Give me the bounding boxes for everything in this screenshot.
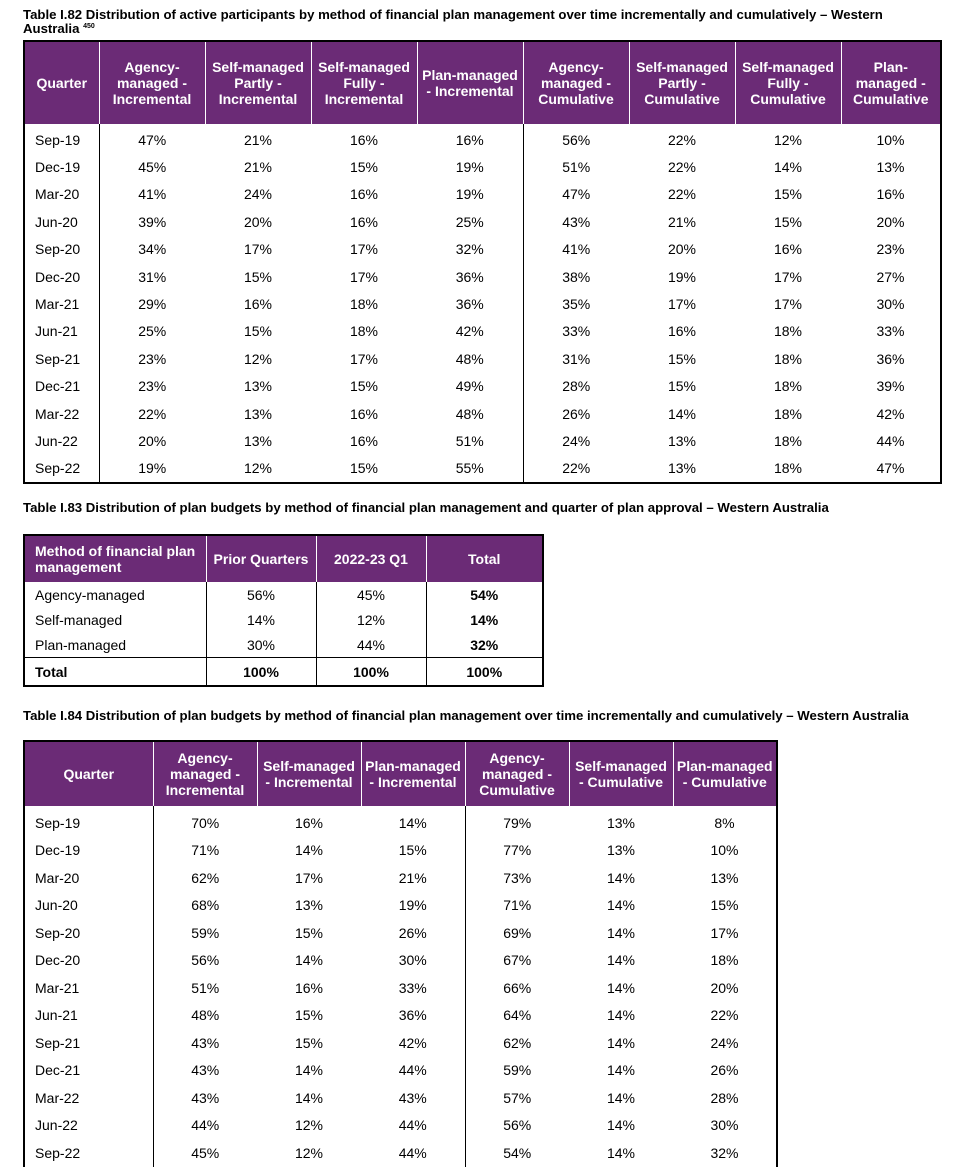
value-cell: 17% (667, 296, 697, 313)
t82-column-header: Plan-managed - Incremental (417, 41, 523, 124)
value-cell: 20% (876, 213, 905, 230)
value-cell: 14% (667, 405, 697, 422)
value-cell: 26% (398, 924, 427, 941)
row-label-cell: Jun-20 (35, 897, 78, 914)
t83-column-header: 2022-23 Q1 (316, 535, 426, 582)
value-cell: 43% (523, 208, 629, 235)
value-cell: 28% (523, 373, 629, 400)
table-row (24, 1084, 777, 1112)
value-cell: 45% (99, 153, 205, 180)
value-cell: 18% (773, 460, 803, 477)
row-label-cell: Sep-20 (35, 241, 81, 258)
table-row (24, 124, 941, 153)
total-label-cell: Total (24, 658, 206, 687)
value-cell: 30% (710, 1117, 739, 1134)
value-cell: 47% (876, 460, 905, 477)
row-label-cell: Mar-21 (35, 979, 80, 996)
row-label-cell: Sep-22 (35, 460, 81, 477)
table-row (24, 400, 941, 427)
value-cell: 68% (153, 892, 257, 920)
value-cell: 30% (876, 296, 905, 313)
value-cell: 15% (243, 323, 273, 340)
value-cell: 14% (606, 1062, 636, 1079)
total-value-cell: 100% (426, 658, 543, 687)
value-cell: 18% (773, 350, 803, 367)
value-cell: 22% (667, 131, 697, 148)
value-cell: 56% (206, 582, 316, 607)
value-cell: 36% (398, 1007, 427, 1024)
value-cell: 15% (773, 186, 803, 203)
value-cell: 31% (99, 263, 205, 290)
value-cell: 13% (606, 842, 636, 859)
value-cell: 17% (243, 241, 273, 258)
row-label-cell: Dec-21 (35, 1062, 81, 1079)
value-cell: 15% (294, 1034, 324, 1051)
value-cell: 14% (606, 952, 636, 969)
value-cell: 18% (349, 296, 379, 313)
value-cell: 71% (153, 837, 257, 865)
value-cell: 14% (606, 979, 636, 996)
table-row (24, 1057, 777, 1085)
table-row (24, 582, 543, 607)
table-84 (23, 740, 778, 1167)
total-row (24, 658, 543, 687)
table-row (24, 427, 941, 454)
row-label-cell: Jun-20 (35, 213, 78, 230)
t82-column-header: Self-managed Partly - Incremental (205, 41, 311, 124)
value-cell: 8% (714, 814, 735, 831)
value-cell: 17% (773, 268, 803, 285)
value-cell: 25% (455, 213, 484, 230)
value-cell: 73% (465, 864, 569, 892)
value-cell: 33% (398, 979, 427, 996)
value-cell: 29% (99, 290, 205, 317)
value-cell: 20% (243, 213, 273, 230)
value-cell: 13% (243, 432, 273, 449)
row-label-cell: Sep-19 (35, 131, 81, 148)
value-cell: 14% (773, 159, 803, 176)
t84-column-header: Plan-managed - Incremental (361, 741, 465, 806)
value-cell: 48% (455, 405, 484, 422)
table-row (24, 806, 777, 837)
value-cell: 19% (99, 455, 205, 483)
value-cell: 24% (523, 427, 629, 454)
value-cell: 57% (465, 1084, 569, 1112)
value-cell: 42% (455, 323, 484, 340)
value-cell: 14% (398, 814, 427, 831)
t84-column-header: Self-managed - Cumulative (569, 741, 673, 806)
value-cell: 36% (876, 350, 905, 367)
value-cell: 39% (876, 378, 905, 395)
table-row (24, 153, 941, 180)
value-cell: 12% (316, 607, 426, 632)
value-cell: 18% (773, 405, 803, 422)
row-label-cell: Self-managed (35, 611, 123, 628)
value-cell: 19% (455, 159, 484, 176)
row-label-cell: Dec-20 (35, 268, 81, 285)
value-cell: 44% (398, 1117, 427, 1134)
value-cell: 14% (294, 952, 324, 969)
value-cell: 25% (99, 318, 205, 345)
t84-column-header: Agency-managed - Incremental (153, 741, 257, 806)
value-cell: 26% (523, 400, 629, 427)
value-cell: 54% (426, 582, 543, 607)
row-label-cell: Sep-22 (35, 1144, 81, 1161)
row-label-cell: Dec-20 (35, 952, 81, 969)
table-row (24, 607, 543, 632)
value-cell: 34% (99, 236, 205, 263)
table-83-caption: Table I.83 Distribution of plan budgets by method of financial plan management and quarter of plan approval – Western Australia (23, 500, 829, 515)
table-row (24, 1139, 777, 1167)
value-cell: 23% (99, 373, 205, 400)
value-cell: 12% (243, 350, 273, 367)
value-cell: 47% (523, 181, 629, 208)
t83-column-header: Prior Quarters (206, 535, 316, 582)
table-row (24, 263, 941, 290)
value-cell: 43% (153, 1057, 257, 1085)
value-cell: 16% (349, 213, 379, 230)
value-cell: 13% (243, 378, 273, 395)
value-cell: 45% (153, 1139, 257, 1167)
value-cell: 14% (206, 607, 316, 632)
value-cell: 44% (316, 632, 426, 658)
value-cell: 21% (667, 213, 697, 230)
value-cell: 56% (153, 947, 257, 975)
value-cell: 22% (523, 455, 629, 483)
table-84-caption: Table I.84 Distribution of plan budgets by method of financial plan management over time incrementally and cumulatively – Western Australia (23, 708, 909, 723)
row-label-cell: Jun-21 (35, 1007, 78, 1024)
value-cell: 15% (398, 842, 427, 859)
t82-column-header: Agency-managed - Incremental (99, 41, 205, 124)
value-cell: 70% (153, 806, 257, 837)
row-label-cell: Plan-managed (35, 636, 127, 653)
value-cell: 31% (523, 345, 629, 372)
value-cell: 24% (710, 1034, 739, 1051)
value-cell: 19% (455, 186, 484, 203)
table-row (24, 373, 941, 400)
value-cell: 21% (243, 159, 273, 176)
footnote-ref: 450 (83, 23, 95, 30)
value-cell: 26% (710, 1062, 739, 1079)
value-cell: 32% (426, 632, 543, 658)
value-cell: 12% (773, 131, 803, 148)
value-cell: 44% (398, 1062, 427, 1079)
t84-column-header: Self-managed - Incremental (257, 741, 361, 806)
row-label-cell: Sep-19 (35, 814, 81, 831)
value-cell: 33% (876, 323, 905, 340)
value-cell: 15% (243, 268, 273, 285)
value-cell: 16% (349, 405, 379, 422)
value-cell: 14% (606, 1117, 636, 1134)
value-cell: 15% (710, 897, 739, 914)
table-83 (23, 534, 544, 687)
value-cell: 51% (455, 432, 484, 449)
t82-column-header: Quarter (24, 41, 99, 124)
table-row (24, 632, 543, 658)
value-cell: 42% (398, 1034, 427, 1051)
value-cell: 18% (349, 323, 379, 340)
value-cell: 16% (667, 323, 697, 340)
value-cell: 39% (99, 208, 205, 235)
row-label-cell: Sep-20 (35, 924, 81, 941)
row-label-cell: Jun-22 (35, 1117, 78, 1134)
value-cell: 56% (465, 1112, 569, 1140)
value-cell: 10% (710, 842, 739, 859)
value-cell: 17% (710, 924, 739, 941)
table-row (24, 974, 777, 1002)
value-cell: 36% (455, 296, 484, 313)
value-cell: 16% (773, 241, 803, 258)
table-row (24, 919, 777, 947)
row-label-cell: Jun-22 (35, 432, 78, 449)
row-label-cell: Agency-managed (35, 586, 145, 603)
t83-column-header: Total (426, 535, 543, 582)
value-cell: 20% (99, 427, 205, 454)
value-cell: 16% (243, 296, 273, 313)
value-cell: 15% (667, 350, 697, 367)
total-value-cell: 100% (316, 658, 426, 687)
row-label-cell: Dec-21 (35, 378, 81, 395)
table-row (24, 181, 941, 208)
value-cell: 67% (465, 947, 569, 975)
value-cell: 18% (773, 323, 803, 340)
value-cell: 12% (294, 1144, 324, 1161)
table-84-header-row (24, 741, 777, 806)
value-cell: 12% (294, 1117, 324, 1134)
value-cell: 14% (294, 842, 324, 859)
table-row (24, 864, 777, 892)
value-cell: 38% (523, 263, 629, 290)
value-cell: 13% (667, 460, 697, 477)
value-cell: 41% (523, 236, 629, 263)
value-cell: 42% (876, 405, 905, 422)
t84-column-header: Agency-managed - Cumulative (465, 741, 569, 806)
value-cell: 18% (773, 432, 803, 449)
table-82 (23, 40, 942, 484)
value-cell: 35% (523, 290, 629, 317)
t83-column-header: Method of financial plan management (24, 535, 206, 582)
value-cell: 23% (876, 241, 905, 258)
value-cell: 21% (243, 131, 273, 148)
t82-column-header: Self-managed Fully - Incremental (311, 41, 417, 124)
table-row (24, 208, 941, 235)
row-label-cell: Dec-19 (35, 159, 81, 176)
value-cell: 18% (773, 378, 803, 395)
table-82-caption: Table I.82 Distribution of active participants by method of financial plan management over time incrementally and cumulatively – Western Australia $^{450}$ (23, 7, 883, 36)
value-cell: 14% (294, 1089, 324, 1106)
value-cell: 14% (606, 1089, 636, 1106)
value-cell: 19% (667, 268, 697, 285)
value-cell: 19% (398, 897, 427, 914)
value-cell: 48% (455, 350, 484, 367)
table-row (24, 1029, 777, 1057)
value-cell: 22% (667, 159, 697, 176)
value-cell: 18% (710, 952, 739, 969)
value-cell: 14% (606, 897, 636, 914)
value-cell: 43% (153, 1029, 257, 1057)
value-cell: 22% (710, 1007, 739, 1024)
table-84-body (24, 806, 777, 1167)
table-row (24, 1112, 777, 1140)
value-cell: 23% (99, 345, 205, 372)
value-cell: 14% (606, 1034, 636, 1051)
row-label-cell: Mar-22 (35, 405, 80, 422)
t82-column-header: Agency-managed - Cumulative (523, 41, 629, 124)
value-cell: 14% (606, 1144, 636, 1161)
value-cell: 62% (465, 1029, 569, 1057)
value-cell: 10% (876, 131, 905, 148)
table-82-body (24, 124, 941, 483)
row-label-cell: Mar-22 (35, 1089, 80, 1106)
value-cell: 54% (465, 1139, 569, 1167)
value-cell: 62% (153, 864, 257, 892)
table-row (24, 290, 941, 317)
row-label-cell: Sep-21 (35, 1034, 81, 1051)
value-cell: 16% (455, 131, 484, 148)
value-cell: 15% (773, 213, 803, 230)
t82-column-header: Plan-managed - Cumulative (841, 41, 941, 124)
row-label-cell: Mar-20 (35, 186, 80, 203)
table-row (24, 1002, 777, 1030)
value-cell: 15% (294, 924, 324, 941)
t82-column-header: Self-managed Partly - Cumulative (629, 41, 735, 124)
value-cell: 17% (294, 869, 324, 886)
value-cell: 30% (398, 952, 427, 969)
value-cell: 12% (243, 460, 273, 477)
value-cell: 59% (465, 1057, 569, 1085)
value-cell: 66% (465, 974, 569, 1002)
value-cell: 16% (349, 432, 379, 449)
value-cell: 59% (153, 919, 257, 947)
value-cell: 48% (153, 1002, 257, 1030)
total-value-cell: 100% (206, 658, 316, 687)
value-cell: 24% (243, 186, 273, 203)
value-cell: 30% (206, 632, 316, 658)
value-cell: 28% (710, 1089, 739, 1106)
table-row (24, 892, 777, 920)
table-row (24, 947, 777, 975)
value-cell: 22% (667, 186, 697, 203)
value-cell: 14% (294, 1062, 324, 1079)
row-label-cell: Mar-21 (35, 296, 80, 313)
value-cell: 13% (876, 159, 905, 176)
value-cell: 13% (606, 814, 636, 831)
table-83-body (24, 582, 543, 686)
value-cell: 21% (398, 869, 427, 886)
value-cell: 45% (316, 582, 426, 607)
value-cell: 79% (465, 806, 569, 837)
value-cell: 16% (876, 186, 905, 203)
value-cell: 14% (606, 924, 636, 941)
value-cell: 43% (398, 1089, 427, 1106)
value-cell: 15% (667, 378, 697, 395)
row-label-cell: Mar-20 (35, 869, 80, 886)
value-cell: 51% (153, 974, 257, 1002)
value-cell: 17% (773, 296, 803, 313)
value-cell: 27% (876, 268, 905, 285)
value-cell: 32% (455, 241, 484, 258)
value-cell: 16% (349, 131, 379, 148)
value-cell: 15% (349, 378, 379, 395)
value-cell: 17% (349, 268, 379, 285)
table-row (24, 345, 941, 372)
table-82-header-row (24, 41, 941, 124)
value-cell: 16% (294, 814, 324, 831)
t84-column-header: Quarter (24, 741, 153, 806)
table-83-header-row (24, 535, 543, 582)
value-cell: 20% (710, 979, 739, 996)
value-cell: 32% (710, 1144, 739, 1161)
value-cell: 14% (426, 607, 543, 632)
row-label-cell: Sep-21 (35, 350, 81, 367)
value-cell: 56% (523, 124, 629, 153)
table-row (24, 837, 777, 865)
value-cell: 17% (349, 350, 379, 367)
row-label-cell: Jun-21 (35, 323, 78, 340)
value-cell: 69% (465, 919, 569, 947)
value-cell: 77% (465, 837, 569, 865)
value-cell: 16% (349, 186, 379, 203)
value-cell: 13% (243, 405, 273, 422)
value-cell: 51% (523, 153, 629, 180)
value-cell: 44% (398, 1144, 427, 1161)
value-cell: 41% (99, 181, 205, 208)
value-cell: 71% (465, 892, 569, 920)
value-cell: 47% (99, 124, 205, 153)
value-cell: 14% (606, 869, 636, 886)
value-cell: 15% (294, 1007, 324, 1024)
table-row (24, 318, 941, 345)
value-cell: 15% (349, 460, 379, 477)
value-cell: 55% (455, 460, 484, 477)
value-cell: 43% (153, 1084, 257, 1112)
value-cell: 44% (153, 1112, 257, 1140)
t84-column-header: Plan-managed - Cumulative (673, 741, 777, 806)
value-cell: 36% (455, 268, 484, 285)
value-cell: 33% (523, 318, 629, 345)
value-cell: 13% (710, 869, 739, 886)
table-row (24, 236, 941, 263)
value-cell: 22% (99, 400, 205, 427)
value-cell: 17% (349, 241, 379, 258)
value-cell: 13% (294, 897, 324, 914)
value-cell: 14% (606, 1007, 636, 1024)
table-row (24, 455, 941, 483)
value-cell: 49% (455, 378, 484, 395)
t82-column-header: Self-managed Fully - Cumulative (735, 41, 841, 124)
value-cell: 20% (667, 241, 697, 258)
value-cell: 15% (349, 159, 379, 176)
value-cell: 64% (465, 1002, 569, 1030)
row-label-cell: Dec-19 (35, 842, 81, 859)
value-cell: 13% (667, 432, 697, 449)
value-cell: 16% (294, 979, 324, 996)
value-cell: 44% (876, 432, 905, 449)
